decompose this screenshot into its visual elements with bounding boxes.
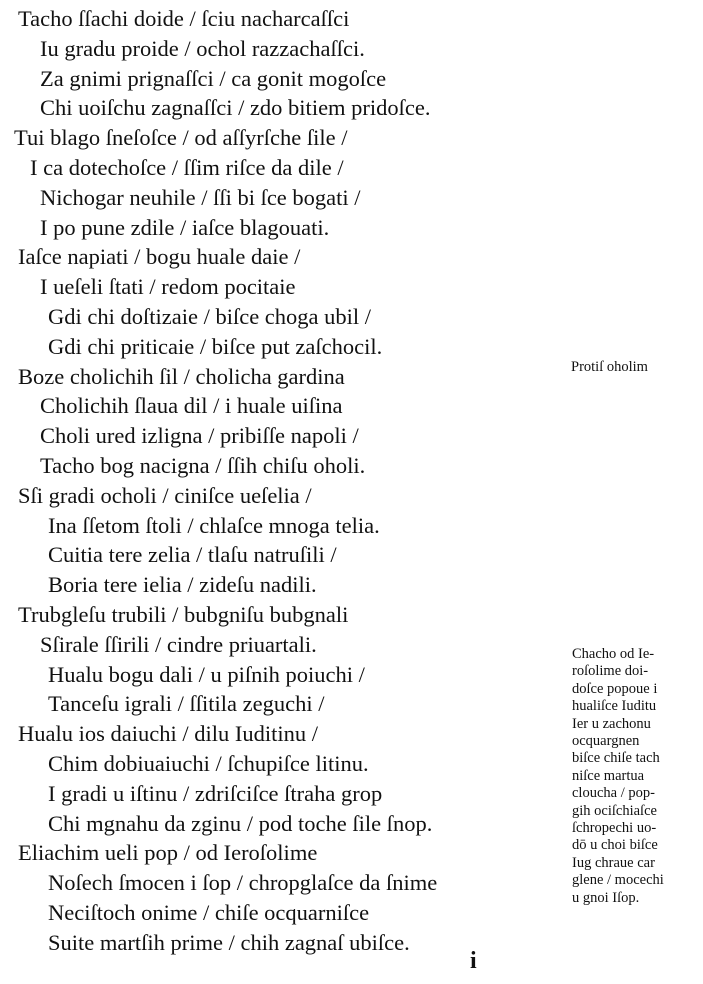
verse-line: I ueſeli ſtati / redom pocitaie [40,274,296,300]
margin-note-line: u gnoi Iſop. [572,889,640,906]
verse-line: Ina ſſetom ſtoli / chlaſce mnoga telia. [48,512,380,538]
verse-line: Gdi chi priticaie / biſce put zaſchocil. [48,333,383,359]
verse-line: Tui blago ſneſoſce / od aſſyrſche ſile / [14,125,348,151]
verse-line: I ca dotechoſce / ſſim riſce da dile / [30,154,344,180]
margin-note-line: niſce martua [572,767,645,784]
verse-column [14,4,554,958]
verse-line: Chim dobiuaiuchi / ſchupiſce litinu. [48,750,369,776]
verse-line: Suite martſih prime / chih zagnaſ ubiſce. [48,929,410,955]
margin-note-line: ocquargnen [572,733,640,750]
verse-line: Iaſce napiati / bogu huale daie / [18,244,301,270]
margin-note-top: Protiſ oholim [571,359,648,375]
verse-line: Boze cholichih ſil / cholicha gardina [18,363,345,389]
verse-line: Cuitia tere zelia / tlaſu natruſili / [48,542,337,568]
verse-line: I po pune zdile / iaſce blagouati. [40,214,330,240]
verse-line: Trubgleſu trubili / bubgniſu bubgnali [18,601,349,627]
verse-line: Tacho ſſachi doide / ſciu nacharcaſſci [18,6,350,31]
verse-line: Eliachim ueli pop / od Ieroſolime [18,840,318,866]
verse-line: Tacho bog nacigna / ſſih chiſu oholi. [40,452,366,478]
verse-line: I gradi u iſtinu / zdriſciſce ſtraha grop [48,780,383,806]
verse-line: Neciſtoch onime / chiſe ocquarniſce [48,899,370,925]
verse-line: Chi mgnahu da zginu / pod toche ſile ſnop. [48,810,433,836]
margin-note-line: gih ociſchiaſce [572,802,657,819]
verse-line: Iu gradu proide / ochol razzachaſſci. [40,35,365,61]
margin-note-line: doſce popoue i [572,680,658,697]
margin-note-line: Ier u zachonu [572,715,651,732]
signature-mark: i [470,948,477,974]
margin-note-line: biſce chiſe tach [572,750,660,767]
margin-note-line: Iug chraue car [572,854,655,871]
verse-line: Sſi gradi ocholi / ciniſce ueſelia / [18,482,312,508]
verse-line: Za gnimi prignaſſci / ca gonit mogoſce [40,65,387,91]
verse-line: Gdi chi doſtizaie / biſce choga ubil / [48,303,372,329]
verse-line: Hualu ios daiuchi / dilu Iuditinu / [18,721,318,747]
verse-line: Chi uoiſchu zagnaſſci / zdo bitiem pridoſce. [40,95,431,121]
margin-note-line: cloucha / pop- [572,785,655,802]
verse-line: Sſirale ſſirili / cindre priuartali. [40,631,317,657]
verse-line: Nichogar neuhile / ſſi bi ſce bogati / [40,184,361,210]
verse-line: Noſech ſmocen i ſop / chropglaſce da ſnime [48,870,438,896]
margin-note-line: dō u choi biſce [572,837,658,854]
margin-note-line: roſolime doi- [572,663,649,680]
verse-line: Choli ured izligna / pribiſſe napoli / [40,423,359,449]
margin-note-line: hualiſce Iuditu [572,698,657,715]
verse-line: Boria tere ielia / zideſu nadili. [48,572,317,598]
verse-line: Hualu bogu dali / u piſnih poiuchi / [48,661,365,687]
margin-note [572,646,700,907]
margin-note-line: glene / mocechi [572,872,664,889]
verse-line: Tanceſu igrali / ſſitila zeguchi / [48,691,325,717]
margin-note-line: Chacho od Ie- [572,646,655,662]
verse-line: Cholichih ſlaua dil / i huale uiſina [40,393,343,419]
margin-note-line: ſchropechi uo- [572,820,657,837]
